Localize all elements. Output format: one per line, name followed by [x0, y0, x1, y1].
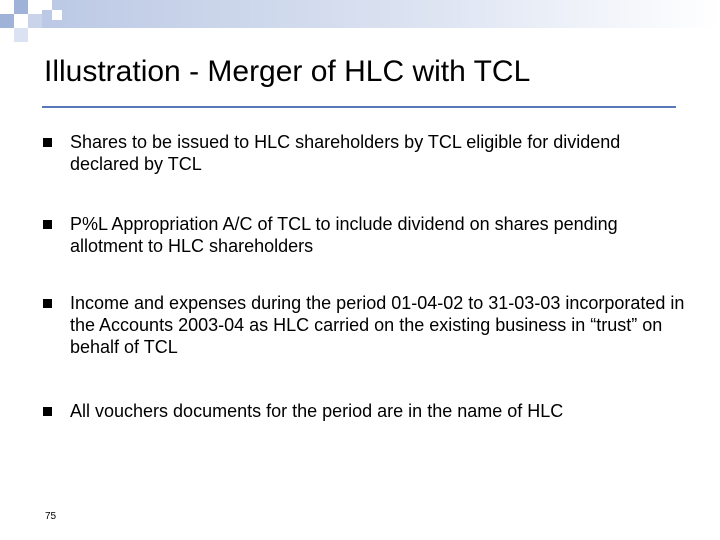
bullet-text: P%L Appropriation A/C of TCL to include dividend on shares pending allotment to HLC shareholders — [70, 214, 618, 256]
square-bullet-icon — [43, 138, 52, 147]
bullet-text: Shares to be issued to HLC shareholders by TCL eligible for dividend declared by TCL — [70, 132, 621, 174]
page-number: 75 — [45, 511, 57, 522]
square-bullet-icon — [43, 220, 52, 229]
header-decoration — [0, 0, 720, 46]
slide-title: Illustration - Merger of HLC with TCL — [44, 55, 531, 88]
square-bullet-icon — [43, 407, 52, 416]
title-divider — [42, 106, 676, 108]
square-bullet-icon — [43, 299, 52, 308]
bullet-text: All vouchers documents for the period are in the name of HLC — [70, 401, 564, 421]
bullet-text: Income and expenses during the period 01-04-02 to 31-03-03 incorporated in the Accounts 2003-04 as HLC carried on the existing business in “trust” on behalf of TCL — [70, 293, 685, 357]
